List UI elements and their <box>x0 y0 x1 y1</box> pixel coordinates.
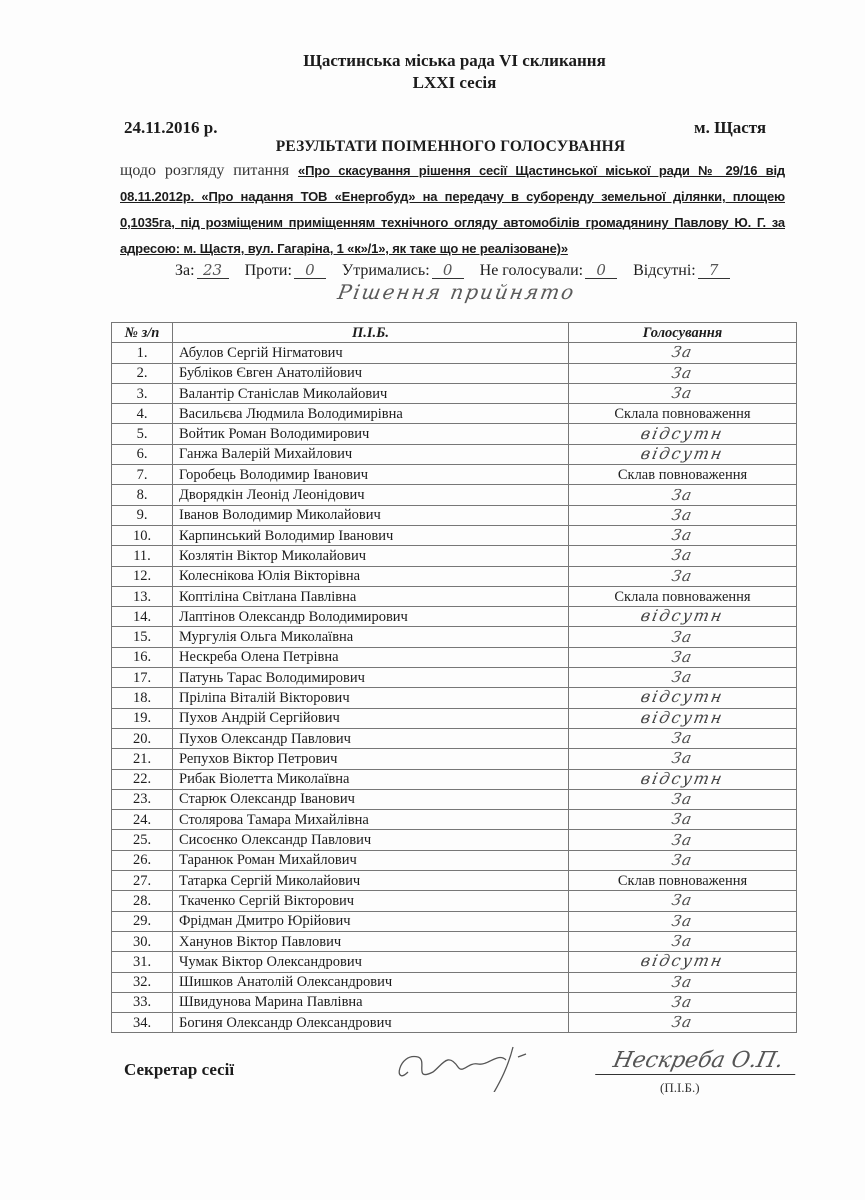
vote-for-handwritten: За <box>670 830 695 849</box>
deputy-name: Швидунова Марина Павлівна <box>173 992 569 1012</box>
document-city: м. Щастя <box>694 118 767 137</box>
table-row <box>112 911 797 931</box>
vote-cell <box>569 749 797 769</box>
vote-absent-handwritten: відсутн <box>639 707 726 727</box>
row-number: 10. <box>112 525 173 545</box>
deputy-name: Столярова Тамара Михайлівна <box>173 810 569 830</box>
row-number: 20. <box>112 728 173 748</box>
deputy-name: Валантір Станіслав Миколайович <box>173 383 569 403</box>
table-row <box>112 810 797 830</box>
vote-cell <box>569 1013 797 1033</box>
row-number: 27. <box>112 871 173 891</box>
vote-for-handwritten: За <box>670 1013 695 1032</box>
vote-cell <box>569 830 797 850</box>
table-row <box>112 444 797 464</box>
document-title: РЕЗУЛЬТАТИ ПОІМЕННОГО ГОЛОСУВАННЯ <box>275 138 626 155</box>
vote-for-handwritten: За <box>670 749 695 768</box>
deputy-name: Старюк Олександр Іванович <box>173 789 569 809</box>
table-row <box>112 708 797 728</box>
table-row <box>112 404 797 424</box>
deputy-name: Коптіліна Світлана Павлівна <box>173 586 569 606</box>
vote-cell <box>569 972 797 992</box>
signature-image <box>388 1042 558 1092</box>
secretary-name-handwritten: Нескреба О.П. <box>595 1048 801 1075</box>
deputy-name: Шишков Анатолій Олександрович <box>173 972 569 992</box>
deputy-name: Войтик Роман Володимирович <box>173 424 569 444</box>
vote-absent-handwritten: відсутн <box>639 951 726 971</box>
vote-status-printed: Склав повноваження <box>617 466 748 483</box>
vote-cell <box>569 850 797 870</box>
header-number: № з/п <box>112 323 173 343</box>
deputy-name: Ганжа Валерій Михайлович <box>173 444 569 464</box>
vote-for-handwritten: За <box>670 627 695 646</box>
row-number: 13. <box>112 586 173 606</box>
vote-cell <box>569 871 797 891</box>
deputy-name: Патунь Тарас Володимирович <box>173 668 569 688</box>
row-number: 30. <box>112 931 173 951</box>
vote-cell <box>569 424 797 444</box>
table-row <box>112 728 797 748</box>
vote-for-handwritten: За <box>670 992 695 1011</box>
row-number: 9. <box>112 505 173 525</box>
session-title: LXXI сесія <box>412 73 497 92</box>
row-number: 26. <box>112 850 173 870</box>
row-number: 23. <box>112 789 173 809</box>
table-row <box>112 383 797 403</box>
vote-cell <box>569 810 797 830</box>
table-row <box>112 688 797 708</box>
table-row <box>112 607 797 627</box>
table-header-row <box>112 323 797 343</box>
for-count: 23 <box>197 262 229 279</box>
vote-cell <box>569 911 797 931</box>
row-number: 4. <box>112 404 173 424</box>
council-title: Щастинська міська рада VI скликання <box>303 51 606 70</box>
vote-for-handwritten: За <box>670 485 695 504</box>
vote-cell <box>569 546 797 566</box>
deputy-name: Васильєва Людмила Володимирівна <box>173 404 569 424</box>
vote-for-handwritten: За <box>670 911 695 930</box>
table-row <box>112 972 797 992</box>
deputy-name: Іванов Володимир Миколайович <box>173 505 569 525</box>
row-number: 1. <box>112 343 173 363</box>
row-number: 16. <box>112 647 173 667</box>
vote-cell <box>569 627 797 647</box>
row-number: 32. <box>112 972 173 992</box>
vote-cell <box>569 789 797 809</box>
vote-cell <box>569 607 797 627</box>
row-number: 8. <box>112 485 173 505</box>
agenda-subject <box>120 158 785 262</box>
row-number: 15. <box>112 627 173 647</box>
vote-cell <box>569 708 797 728</box>
row-number: 29. <box>112 911 173 931</box>
table-row <box>112 363 797 383</box>
table-row <box>112 992 797 1012</box>
deputy-name: Татарка Сергій Миколайович <box>173 871 569 891</box>
deputy-name: Дворядкін Леонід Леонідович <box>173 485 569 505</box>
vote-absent-handwritten: відсутн <box>639 768 726 788</box>
not-voted-count: 0 <box>585 262 617 279</box>
table-row <box>112 465 797 485</box>
table-row <box>112 668 797 688</box>
deputy-name: Горобець Володимир Іванович <box>173 465 569 485</box>
vote-cell <box>569 485 797 505</box>
vote-tally <box>175 262 742 280</box>
deputy-name: Карпинський Володимир Іванович <box>173 525 569 545</box>
vote-cell <box>569 505 797 525</box>
deputy-name: Фрідман Дмитро Юрійович <box>173 911 569 931</box>
table-row <box>112 931 797 951</box>
header-vote: Голосування <box>569 323 797 343</box>
vote-for-handwritten: За <box>670 729 695 748</box>
decision-handwritten: Рішення прийнято <box>335 280 578 304</box>
table-row <box>112 769 797 789</box>
table-row <box>112 343 797 363</box>
deputy-name: Пухов Олександр Павлович <box>173 728 569 748</box>
row-number: 5. <box>112 424 173 444</box>
vote-for-handwritten: За <box>670 363 695 382</box>
row-number: 24. <box>112 810 173 830</box>
vote-cell <box>569 992 797 1012</box>
row-number: 18. <box>112 688 173 708</box>
vote-cell <box>569 566 797 586</box>
deputy-name: Чумак Віктор Олександрович <box>173 952 569 972</box>
row-number: 25. <box>112 830 173 850</box>
row-number: 19. <box>112 708 173 728</box>
row-number: 17. <box>112 668 173 688</box>
vote-absent-handwritten: відсутн <box>639 687 726 707</box>
vote-status-printed: Склала повноваження <box>614 588 751 605</box>
row-number: 3. <box>112 383 173 403</box>
vote-absent-handwritten: відсутн <box>639 423 726 443</box>
deputy-name: Абулов Сергій Нігматович <box>173 343 569 363</box>
vote-cell <box>569 688 797 708</box>
vote-absent-handwritten: відсутн <box>639 606 726 626</box>
vote-for-handwritten: За <box>670 343 695 362</box>
deputy-name: Сисоєнко Олександр Павлович <box>173 830 569 850</box>
deputy-name: Колеснікова Юлія Вікторівна <box>173 566 569 586</box>
deputy-name: Богиня Олександр Олександрович <box>173 1013 569 1033</box>
against-label: Проти: <box>244 262 292 279</box>
vote-for-handwritten: За <box>670 505 695 524</box>
table-row <box>112 830 797 850</box>
table-row <box>112 505 797 525</box>
deputy-name: Репухов Віктор Петрович <box>173 749 569 769</box>
row-number: 33. <box>112 992 173 1012</box>
table-row <box>112 871 797 891</box>
table-row <box>112 627 797 647</box>
vote-for-handwritten: За <box>670 972 695 991</box>
deputy-name: Мургулія Ольга Миколаївна <box>173 627 569 647</box>
not-voted-label: Не голосували: <box>479 262 584 279</box>
vote-cell <box>569 383 797 403</box>
row-number: 2. <box>112 363 173 383</box>
table-row <box>112 789 797 809</box>
vote-cell <box>569 465 797 485</box>
vote-cell <box>569 891 797 911</box>
table-row <box>112 1013 797 1033</box>
table-row <box>112 891 797 911</box>
deputy-name: Бубліков Євген Анатолійович <box>173 363 569 383</box>
row-number: 28. <box>112 891 173 911</box>
absent-label: Відсутні: <box>633 262 696 279</box>
deputy-name: Рибак Віолетта Миколаївна <box>173 769 569 789</box>
table-row <box>112 850 797 870</box>
vote-cell <box>569 363 797 383</box>
roll-call-table <box>111 322 797 1033</box>
deputy-name: Таранюк Роман Михайлович <box>173 850 569 870</box>
vote-status-printed: Склав повноваження <box>617 872 748 889</box>
vote-for-handwritten: За <box>670 546 695 565</box>
row-number: 6. <box>112 444 173 464</box>
vote-cell <box>569 931 797 951</box>
table-row <box>112 546 797 566</box>
vote-cell <box>569 647 797 667</box>
table-row <box>112 566 797 586</box>
table-row <box>112 647 797 667</box>
row-number: 31. <box>112 952 173 972</box>
vote-for-handwritten: За <box>670 850 695 869</box>
absent-count: 7 <box>698 262 730 279</box>
vote-for-handwritten: За <box>670 384 695 403</box>
vote-cell <box>569 728 797 748</box>
table-row <box>112 586 797 606</box>
vote-for-handwritten: За <box>670 810 695 829</box>
vote-for-handwritten: За <box>670 932 695 951</box>
table-row <box>112 525 797 545</box>
table-row <box>112 749 797 769</box>
table-row <box>112 485 797 505</box>
row-number: 34. <box>112 1013 173 1033</box>
subject-lead: щодо розгляду питання <box>120 162 299 179</box>
vote-for-handwritten: За <box>670 647 695 666</box>
vote-absent-handwritten: відсутн <box>639 443 726 463</box>
deputy-name: Пухов Андрій Сергійович <box>173 708 569 728</box>
vote-cell <box>569 343 797 363</box>
row-number: 22. <box>112 769 173 789</box>
abstained-count: 0 <box>432 262 464 279</box>
vote-status-printed: Склала повноваження <box>614 405 751 422</box>
vote-cell <box>569 668 797 688</box>
row-number: 14. <box>112 607 173 627</box>
vote-cell <box>569 404 797 424</box>
deputy-name: Козлятін Віктор Миколайович <box>173 546 569 566</box>
against-count: 0 <box>294 262 326 279</box>
document-date: 24.11.2016 р. <box>124 118 218 137</box>
vote-cell <box>569 952 797 972</box>
vote-for-handwritten: За <box>670 668 695 687</box>
vote-for-handwritten: За <box>670 891 695 910</box>
table-row <box>112 424 797 444</box>
deputy-name: Лаптінов Олександр Володимирович <box>173 607 569 627</box>
vote-for-handwritten: За <box>670 526 695 545</box>
deputy-name: Ханунов Віктор Павлович <box>173 931 569 951</box>
for-label: За: <box>175 262 195 279</box>
subject-topic: «Про скасування рішення сесії Щастинської міської ради № 29/16 від 08.11.2012р. «Про надання ТОВ «Енергобуд» на передачу в суборенду земельної ділянки, площею 0,1035га, під розміщеним приміщенням технічного огляду автомобілів громадянину Павлову Ю. Г. за адресою: м. Щастя, вул. Гагаріна, 1 «к»/1», як таке що не реалізоване)» <box>120 163 786 256</box>
vote-for-handwritten: За <box>670 789 695 808</box>
row-number: 7. <box>112 465 173 485</box>
vote-for-handwritten: За <box>670 566 695 585</box>
row-number: 12. <box>112 566 173 586</box>
deputy-name: Пріліпа Віталій Вікторович <box>173 688 569 708</box>
row-number: 21. <box>112 749 173 769</box>
vote-cell <box>569 525 797 545</box>
vote-cell <box>569 586 797 606</box>
abstained-label: Утримались: <box>341 262 430 279</box>
header-name: П.І.Б. <box>173 323 569 343</box>
secretary-label: Секретар сесії <box>124 1060 235 1079</box>
name-caption: (П.І.Б.) <box>660 1080 700 1095</box>
table-row <box>112 952 797 972</box>
vote-cell <box>569 769 797 789</box>
deputy-name: Ткаченко Сергій Вікторович <box>173 891 569 911</box>
deputy-name: Нескреба Олена Петрівна <box>173 647 569 667</box>
row-number: 11. <box>112 546 173 566</box>
vote-cell <box>569 444 797 464</box>
